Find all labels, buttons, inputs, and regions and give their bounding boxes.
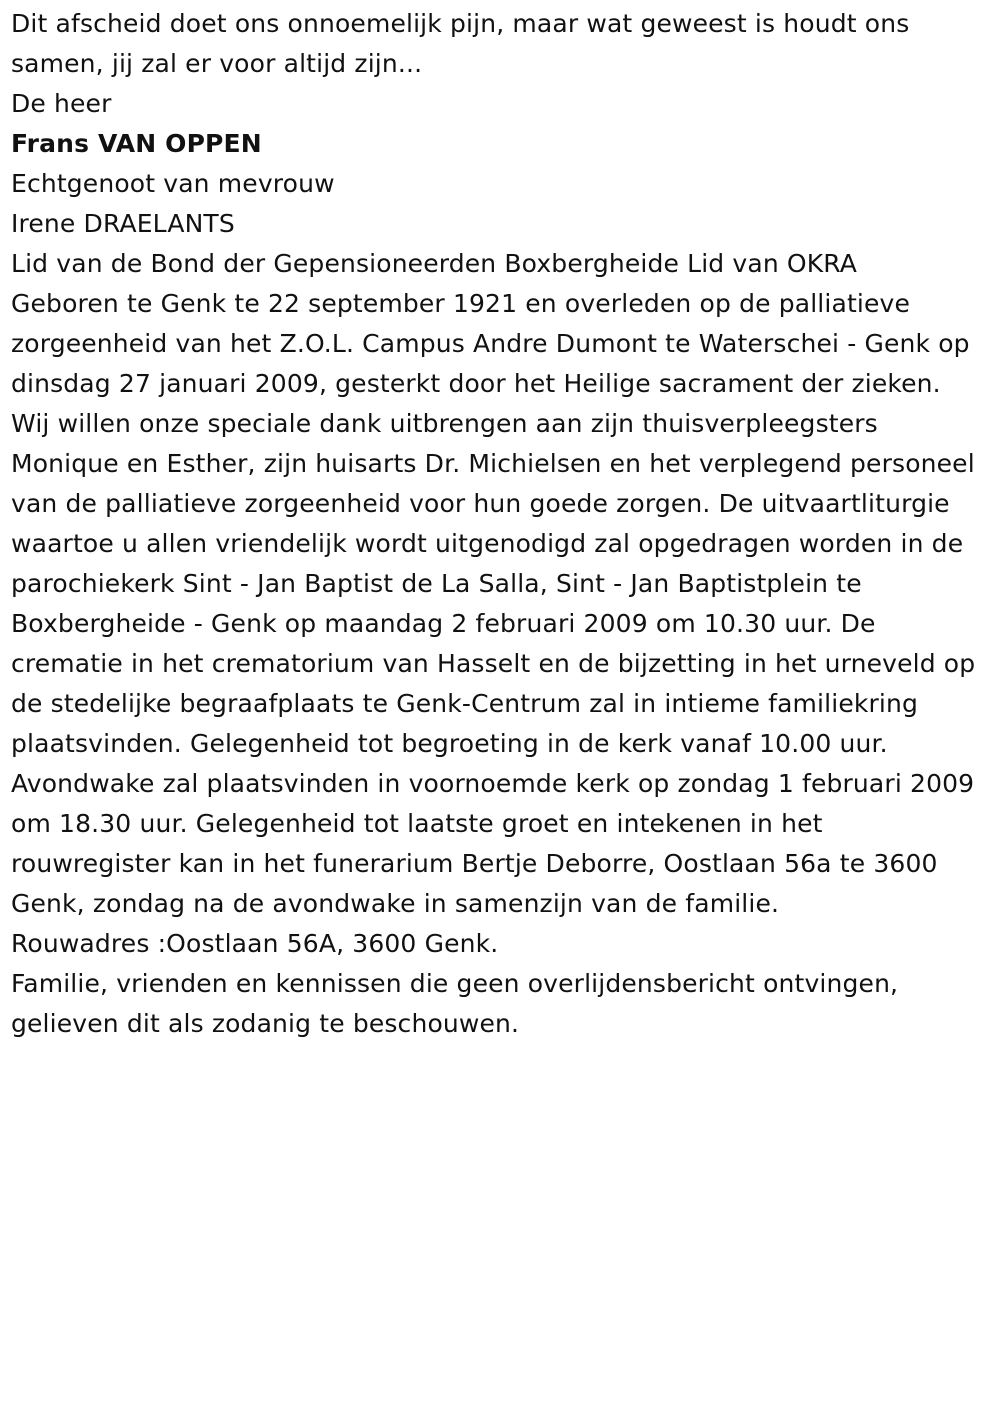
spouse-label: Echtgenoot van mevrouw [11, 169, 335, 198]
membership-text: Lid van de Bond der Gepensioneerden Boxbergheide Lid van OKRA [11, 249, 858, 278]
thanks-arrangements-text: Wij willen onze speciale dank uitbrengen aan zijn thuisverpleegsters Monique en Esther, zijn huisarts Dr. Michielsen en het verplegend personeel van de palliatieve zorgeenheid voor hun goede zorgen. De uitvaartliturgie waartoe u allen vriendelijk wordt uitgenodigd zal opgedragen worden in de parochiekerk Sint - Jan Baptist de La Salla, Sint - Jan Baptistplein te Boxbergheide - Genk op maandag 2 februari 2009 om 10.30 uur. De crematie in het crematorium van Hasselt en de bijzetting in het urneveld op de stedelijke begraafplaats te Genk-Centrum zal in intieme familiekring plaatsvinden. Gelegenheid tot begroeting in de kerk vanaf 10.00 uur. Avondwake zal plaatsvinden in voornoemde kerk op zondag 1 februari 2009 om 18.30 uur. Gelegenheid tot laatste groet en intekenen in het rouwregister kan in het funerarium Bertje Deborre, Oostlaan 56a te 3600 Genk, zondag na de avondwake in samenzijn van de familie. [11, 409, 976, 918]
intro-text: Dit afscheid doet ons onnoemelijk pijn, maar wat geweest is houdt ons samen, jij zal er voor altijd zijn... [11, 9, 910, 78]
closing-note: Familie, vrienden en kennissen die geen overlijdensbericht ontvingen, gelieven dit als zodanig te beschouwen. [11, 969, 899, 1038]
deceased-name: Frans VAN OPPEN [11, 129, 262, 158]
obituary-document [11, 4, 986, 1044]
spouse-name: Irene DRAELANTS [11, 209, 235, 238]
salutation: De heer [11, 89, 112, 118]
mourning-address: Rouwadres :Oostlaan 56A, 3600 Genk. [11, 929, 499, 958]
birth-death-text: Geboren te Genk te 22 september 1921 en overleden op de palliatieve zorgeenheid van het Z.O.L. Campus Andre Dumont te Waterschei - Genk op dinsdag 27 januari 2009, gesterkt door het Heilige sacrament der zieken. [11, 289, 970, 398]
